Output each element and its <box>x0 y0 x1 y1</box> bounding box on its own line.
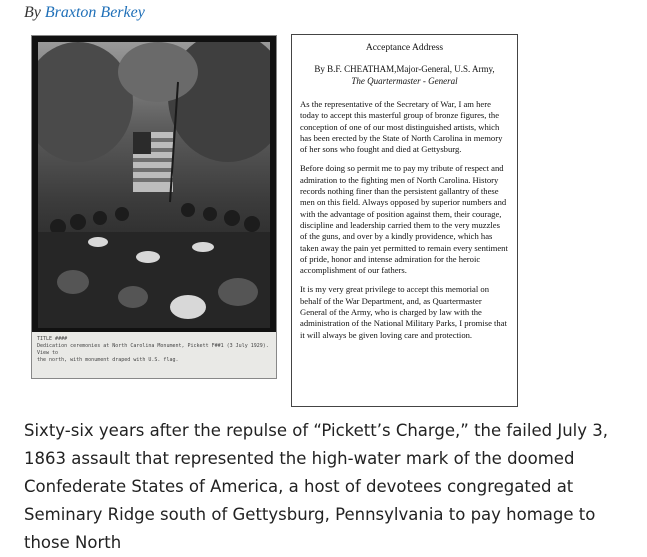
document-paragraph: Before doing so permit me to pay my tribute of respect and admiration to the fighting men of North Carolina. History records nothing finer than the persistent gallantry of these men on this field. Always opposed by superior numbers and with the advantage of position against them, their courage, discipline and leadership carried them to the very muzzles of the guns, and over by a kindly providence, which has taken away the pain yet permitted to remain every sentiment of pride, honor and intense admiration for the heroic accomplishment of our fathers. <box>300 163 508 276</box>
photo-caption-line: the north, with monument draped with U.S. flag. <box>37 357 179 363</box>
photo-caption <box>32 332 276 378</box>
document-paragraph: As the representative of the Secretary of War, I am here today to accept this masterful group of bronze figures, the conception of one of our most distinguished artists, which has been erected by the State of North Carolina in memory of her sons who fought and died at Gettysburg. <box>300 99 503 155</box>
photo-caption-line: TITLE #### <box>37 336 68 342</box>
photo-caption-line: Dedication ceremonies at North Carolina Monument, Pickett F##1 (3 July 1929). View to <box>37 343 269 356</box>
document-author-line: By B.F. CHEATHAM,Major-General, U.S. Army, <box>314 64 495 74</box>
document-paragraph: It is my very great privilege to accept this memorial on behalf of the War Department, and, as Quartermaster General of the Army, who is charged by law with the administration of the National Military Parks, I promise that it will always be given loving care and protection. <box>300 284 507 340</box>
document-author-sub: The Quartermaster - General <box>351 76 458 86</box>
byline <box>24 4 145 22</box>
acceptance-address-document <box>291 34 518 407</box>
document-author <box>300 63 509 87</box>
document-title: Acceptance Address <box>365 43 444 53</box>
historical-photo <box>31 35 277 379</box>
byline-prefix: By <box>24 4 41 21</box>
author-link[interactable]: Braxton Berkey <box>44 4 145 21</box>
article-body-paragraph: Sixty-six years after the repulse of “Pickett’s Charge,” the failed July 3, 1863 assault that represented the high-water mark of the doomed Confederate States of America, a host of devotees congregated at Seminary Ridge south of Gettysburg, Pennsylvania to pay homage to those North <box>24 421 609 552</box>
ceremony-crowd-illustration <box>38 42 270 328</box>
ceremony-photo-scene <box>38 42 270 328</box>
